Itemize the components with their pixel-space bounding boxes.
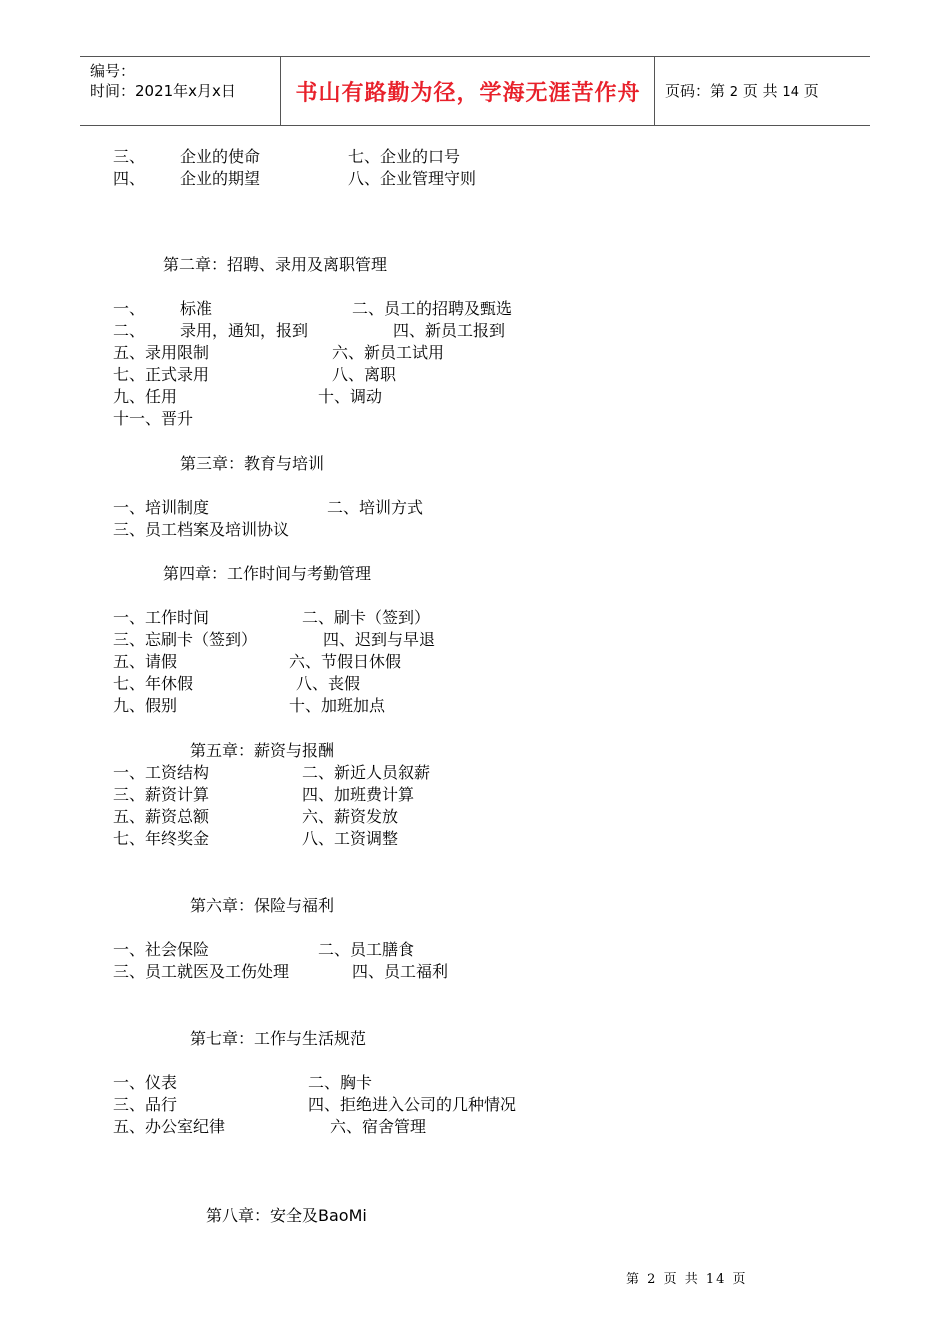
toc-item: 二、培训方式 [327,498,424,517]
document-number-label: 编号： [90,62,136,80]
toc-item: 四、新员工报到 [393,321,506,340]
toc-item: 一、仪表 [113,1073,178,1092]
chapter-title: 第二章：招聘、录用及离职管理 [163,255,388,274]
toc-item: 七、年休假 [113,674,194,693]
header-motto: 书山有路勤为径，学海无涯苦作舟 [295,79,641,106]
toc-item: 十一、晋升 [113,409,194,428]
toc-item: 十、调动 [318,387,383,406]
toc-item: 八、离职 [332,365,397,384]
header-page-suffix: 页 [803,82,819,100]
footer-page-current: 2 [647,1272,658,1287]
toc-item: 六、薪资发放 [302,807,399,826]
toc-item: 六、宿舍管理 [330,1117,427,1136]
toc-item: 二、 [113,321,146,340]
toc-item: 三、忘刷卡（签到） [113,630,258,649]
toc-item: 二、员工的招聘及甄选 [352,299,513,318]
header-page-prefix: 页码：第 [665,82,726,100]
toc-item: 二、员工膳食 [318,940,415,959]
toc-item: 三、员工档案及培训协议 [113,520,290,539]
toc-item: 八、工资调整 [302,829,399,848]
toc-item: 七、企业的口号 [348,147,461,166]
toc-item: 十、加班加点 [289,696,386,715]
toc-item: 三、员工就医及工伤处理 [113,962,290,981]
toc-item: 七、年终奖金 [113,829,210,848]
toc-item: 八、企业管理守则 [348,169,477,188]
toc-item: 一、 [113,299,146,318]
chapter-title: 第三章：教育与培训 [180,454,325,473]
toc-item: 一、工作时间 [113,608,210,627]
toc-item: 三、品行 [113,1095,178,1114]
toc-item: 二、刷卡（签到） [302,608,431,627]
toc-item: 四、员工福利 [352,962,449,981]
footer-page-total: 14 [705,1272,727,1287]
toc-item: 五、录用限制 [113,343,210,362]
header-page-current: 2 [729,85,739,100]
toc-item: 七、正式录用 [113,365,210,384]
footer-page-mid: 页 共 [663,1272,700,1287]
page-footer [626,1268,748,1287]
toc-item: 录用，通知，报到 [180,321,309,340]
toc-item: 五、薪资总额 [113,807,210,826]
toc-item: 一、培训制度 [113,498,210,517]
toc-item: 三、薪资计算 [113,785,210,804]
toc-item: 四、 [113,169,146,188]
toc-item: 企业的期望 [180,169,261,188]
toc-item: 二、胸卡 [308,1073,373,1092]
toc-item: 六、新员工试用 [332,343,445,362]
chapter-title: 第八章：安全及BaoMi [206,1206,367,1225]
toc-item: 五、请假 [113,652,178,671]
header-page-mid: 页 共 [742,82,778,100]
toc-item: 九、任用 [113,387,178,406]
chapter-title: 第四章：工作时间与考勤管理 [163,564,372,583]
toc-item: 三、 [113,147,146,166]
header-page-total: 14 [782,85,799,100]
toc-item: 五、办公室纪律 [113,1117,226,1136]
toc-item: 企业的使命 [180,147,261,166]
footer-page-suffix: 页 [732,1272,748,1287]
chapter-title: 第五章：薪资与报酬 [190,741,335,760]
chapter-title: 第七章：工作与生活规范 [190,1029,367,1048]
toc-item: 二、新近人员叙薪 [302,763,431,782]
toc-item: 标准 [180,299,213,318]
footer-page-prefix: 第 [626,1272,642,1287]
toc-item: 四、拒绝进入公司的几种情况 [308,1095,517,1114]
toc-item: 六、节假日休假 [289,652,402,671]
chapter-title: 第六章：保险与福利 [190,896,335,915]
toc-item: 四、加班费计算 [302,785,415,804]
toc-item: 四、迟到与早退 [323,630,436,649]
toc-item: 一、社会保险 [113,940,210,959]
toc-item: 八、丧假 [296,674,361,693]
toc-item: 九、假别 [113,696,178,715]
document-time-label: 时间：2021年x月x日 [90,82,236,100]
toc-item: 一、工资结构 [113,763,210,782]
